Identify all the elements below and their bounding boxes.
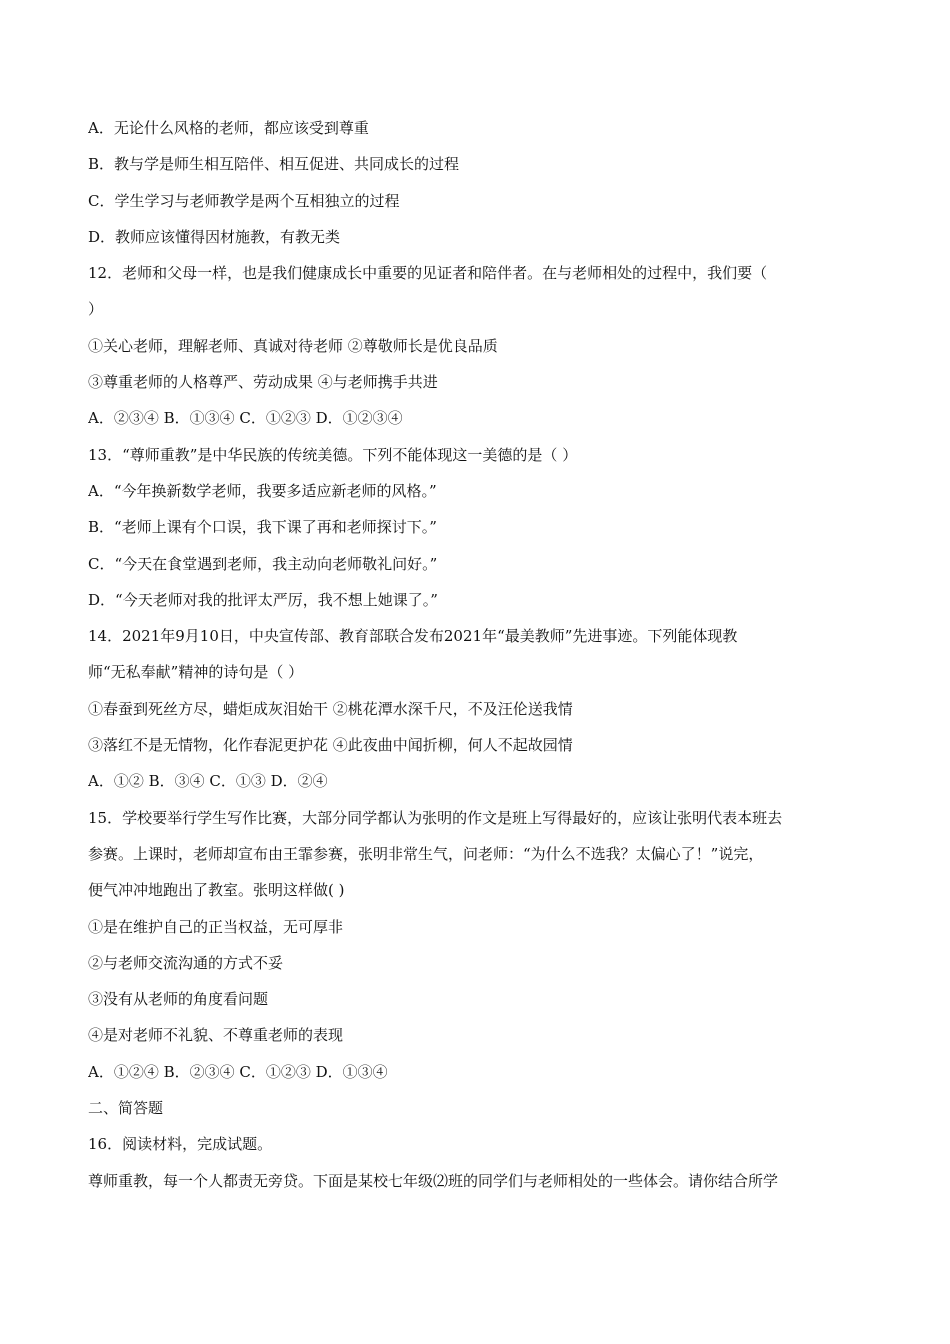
q15-item-2: ②与老师交流沟通的方式不妥 bbox=[88, 953, 284, 972]
page-content bbox=[88, 110, 868, 1199]
q13-option-b: B．“老师上课有个口误，我下课了再和老师探讨下。” bbox=[88, 518, 437, 537]
q14-options: A．①② B．③④ C．①③ D．②④ bbox=[88, 772, 328, 791]
q15-item-4: ④是对老师不礼貌、不尊重老师的表现 bbox=[88, 1026, 344, 1045]
q15-item-1: ①是在维护自己的正当权益，无可厚非 bbox=[88, 917, 344, 936]
q11-option-d: D．教师应该懂得因材施教，有教无类 bbox=[88, 227, 341, 246]
q12-stem-line-2: ） bbox=[88, 300, 104, 319]
q14-stem-line-1: 14．2021年9月10日，中央宣传部、教育部联合发布2021年“最美教师”先进事迹。下列能体现教 bbox=[88, 627, 738, 646]
q11-option-a: A．无论什么风格的老师，都应该受到尊重 bbox=[88, 119, 369, 137]
q14-items-line-1: ①春蚕到死丝方尽，蜡炬成灰泪始干 ②桃花潭水深千尺，不及汪伦送我情 bbox=[88, 699, 573, 718]
q12-stem-line-1: 12．老师和父母一样，也是我们健康成长中重要的见证者和陪伴者。在与老师相处的过程中，我们要（ bbox=[88, 264, 768, 283]
q15-stem-line-2: 参赛。上课时，老师却宣布由王霏参赛，张明非常生气，问老师：“为什么不选我？太偏心了！”说完， bbox=[88, 844, 764, 863]
section-heading: 二、简答题 bbox=[88, 1099, 164, 1118]
q13-option-c: C．“今天在食堂遇到老师，我主动向老师敬礼问好。” bbox=[88, 554, 438, 573]
q14-items-line-2: ③落红不是无情物，化作春泥更护花 ④此夜曲中闻折柳，何人不起故园情 bbox=[88, 736, 573, 755]
q16-material-line-1: 尊师重教，每一个人都责无旁贷。下面是某校七年级⑵班的同学们与老师相处的一些体会。请你结合所学 bbox=[88, 1171, 779, 1190]
q14-stem-line-2: 师“无私奉献”精神的诗句是（ ） bbox=[88, 663, 304, 682]
q11-option-c: C．学生学习与老师教学是两个互相独立的过程 bbox=[88, 191, 400, 210]
q13-option-a: A．“今年换新数学老师，我要多适应新老师的风格。” bbox=[88, 481, 437, 500]
q15-stem-line-1: 15．学校要举行学生写作比赛，大部分同学都认为张明的作文是班上写得最好的，应该让张明代表本班去 bbox=[88, 808, 783, 827]
q15-item-3: ③没有从老师的角度看问题 bbox=[88, 990, 269, 1009]
q13-option-d: D．“今天老师对我的批评太严厉，我不想上她课了。” bbox=[88, 590, 438, 609]
q12-items-line-2: ③尊重老师的人格尊严、劳动成果 ④与老师携手共进 bbox=[88, 373, 438, 392]
q13-stem: 13．“尊师重教”是中华民族的传统美德。下列不能体现这一美德的是（ ） bbox=[88, 445, 578, 464]
q12-items-line-1: ①关心老师，理解老师、真诚对待老师 ②尊敬师长是优良品质 bbox=[88, 336, 498, 355]
q15-stem-line-3: 便气冲冲地跑出了教室。张明这样做( ) bbox=[88, 881, 345, 900]
q16-stem: 16．阅读材料，完成试题。 bbox=[88, 1135, 273, 1154]
q15-options: A．①②④ B．②③④ C．①②③ D．①③④ bbox=[88, 1062, 388, 1081]
q12-options: A．②③④ B．①③④ C．①②③ D．①②③④ bbox=[88, 409, 403, 428]
q11-option-b: B．教与学是师生相互陪伴、相互促进、共同成长的过程 bbox=[88, 155, 460, 174]
